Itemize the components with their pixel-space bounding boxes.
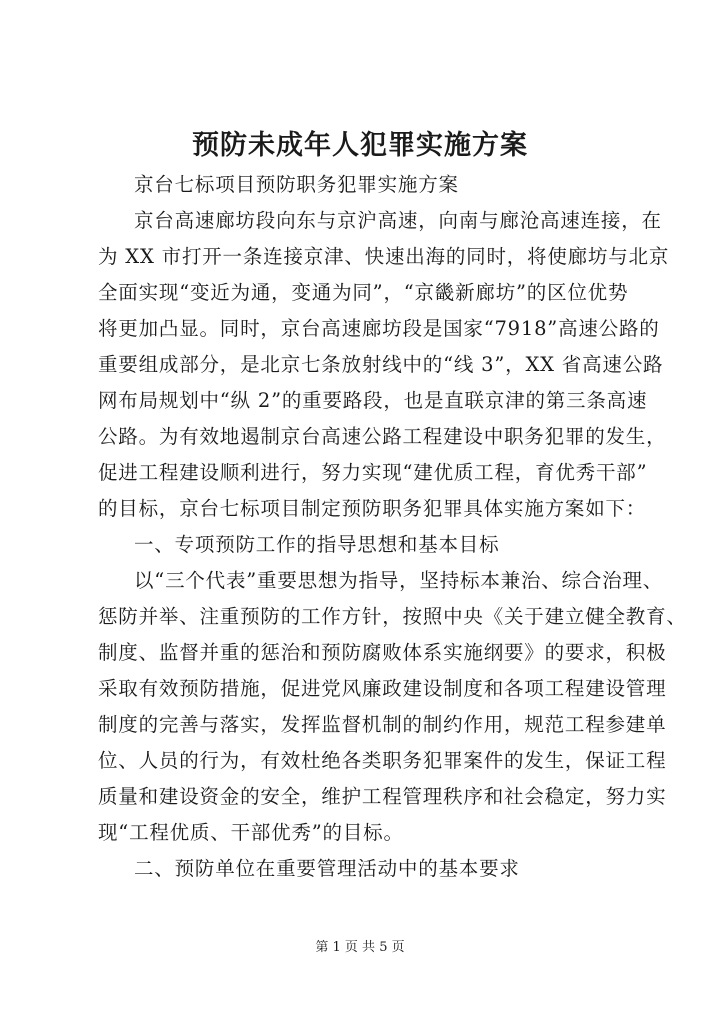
paragraph-line: 以“三个代表”重要思想为指导，坚持标本兼治、综合治理、 [134, 569, 664, 592]
paragraph-line: 为 XX 市打开一条连接京津、快速出海的同时，将使廊坊与北京 [98, 245, 670, 268]
paragraph-line: 质量和建设资金的安全，维护工程管理秩序和社会稳定，努力实 [98, 785, 667, 808]
paragraph-line: 现“工程优质、干部优秀”的目标。 [98, 821, 404, 844]
paragraph-line: 的目标，京台七标项目制定预防职务犯罪具体实施方案如下： [98, 497, 647, 520]
paragraph-line: 重要组成部分，是北京七条放射线中的“线 3”，XX 省高速公路 [98, 353, 664, 376]
paragraph-line: 公路。为有效地遏制京台高速公路工程建设中职务犯罪的发生， [98, 425, 667, 448]
paragraph-line: 全面实现“变近为通，变通为同”，“京畿新廊坊”的区位优势 [98, 281, 629, 304]
subtitle-line: 京台七标项目预防职务犯罪实施方案 [134, 173, 459, 196]
paragraph-line: 制度的完善与落实，发挥监督机制的制约作用，规范工程参建单 [98, 713, 667, 736]
paragraph-line: 制度、监督并重的惩治和预防腐败体系实施纲要》的要求，积极 [98, 641, 667, 664]
document-title: 预防未成年人犯罪实施方案 [192, 130, 528, 161]
paragraph-line: 采取有效预防措施，促进党风廉政建设制度和各项工程建设管理 [98, 677, 667, 700]
section-heading: 一、专项预防工作的指导思想和基本目标 [134, 533, 500, 556]
paragraph-line: 位、人员的行为，有效杜绝各类职务犯罪案件的发生，保证工程 [98, 749, 667, 772]
paragraph-line: 将更加凸显。同时，京台高速廊坊段是国家“7918”高速公路的 [98, 317, 660, 340]
paragraph-line: 惩防并举、注重预防的工作方针，按照中央《关于建立健全教育、 [98, 605, 687, 628]
paragraph-line: 促进工程建设顺利进行，努力实现“建优质工程，育优秀干部” [98, 461, 648, 484]
paragraph-line: 京台高速廊坊段向东与京沪高速，向南与廊沧高速连接，在 [134, 209, 662, 232]
page-number-footer: 第 1 页 共 5 页 [315, 940, 405, 955]
section-heading: 二、预防单位在重要管理活动中的基本要求 [134, 857, 520, 880]
paragraph-line: 网布局规划中“纵 2”的重要路段，也是直联京津的第三条高速 [98, 389, 648, 412]
